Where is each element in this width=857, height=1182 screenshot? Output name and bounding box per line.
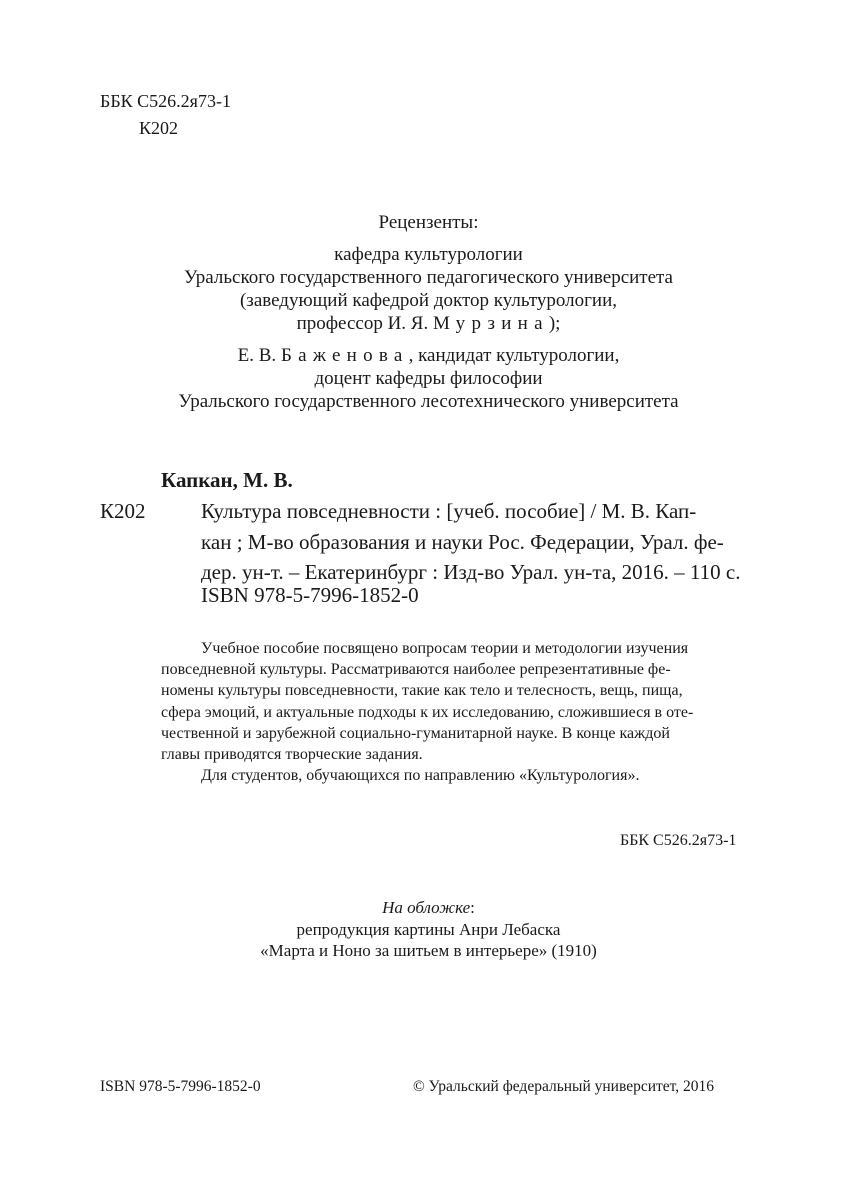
cover-label: На обложке — [382, 898, 471, 917]
abstract-line: Учебное пособие посвящено вопросам теории и методологии изучения — [201, 640, 689, 657]
reviewer1-line4 — [0, 312, 857, 335]
reviewer1-surname: Мурзина — [432, 313, 549, 334]
footer-isbn: ISBN 978-5-7996-1852-0 — [100, 1078, 261, 1095]
reviewer1-line2: Уральского государственного педагогического университета — [183, 267, 673, 288]
reviewer2-line2: доцент кафедры философии — [314, 368, 543, 389]
abstract-line: главы приводятся творческие задания. — [161, 746, 423, 764]
cover-label-line — [0, 897, 857, 919]
cover-line1: репродукция картины Анри Лебаска — [296, 919, 561, 939]
reviewer2-surname: Баженова — [280, 345, 409, 366]
cover-info — [0, 897, 857, 962]
bbk-code-bottom: ББК С526.2я73-1 — [620, 832, 737, 849]
cover-line2: «Марта и Ноно за шитьем в интерьере» (1910) — [260, 941, 597, 960]
cover-colon: : — [470, 898, 475, 917]
catalog-code: К202 — [100, 499, 146, 523]
catalog-isbn: ISBN 978-5-7996-1852-0 — [201, 583, 419, 607]
bib-line3: дер. ун-т. – Екатеринбург : Изд-во Урал. ун-та, 2016. – 110 с. — [201, 560, 741, 584]
reviewers-block — [0, 211, 857, 413]
audience-note: Для студентов, обучающихся по направлению «Культурология». — [201, 767, 640, 785]
bib-line2: кан ; М-во образования и науки Рос. Федерации, Урал. фе- — [201, 529, 724, 554]
reviewer2-initials: Е. В. — [237, 345, 281, 366]
reviewer1-line1: кафедра культурологии — [334, 244, 523, 265]
reviewers-title: Рецензенты: — [378, 212, 479, 233]
abstract-line: сфера эмоций, и актуальные подходы к их исследованию, сложившиеся в оте- — [161, 703, 694, 721]
reviewer1-line3: (заведующий кафедрой доктор культурологии, — [239, 290, 617, 311]
abstract-line: повседневной культуры. Рассматриваются наиболее репрезентативные фе- — [161, 661, 671, 679]
abstract — [161, 638, 693, 786]
bbk-header — [100, 88, 231, 142]
author-mark: К202 — [139, 118, 179, 138]
reviewer1-line4-suffix: ); — [548, 313, 561, 334]
reviewer2-line3: Уральского государственного лесотехнического университета — [178, 391, 679, 412]
reviewer1-title: профессор И. Я. — [296, 313, 433, 334]
reviewer2-line1-suffix: , кандидат культурологии, — [408, 345, 620, 366]
bib-line1: Культура повседневности : [учеб. пособие] / М. В. Кап- — [201, 499, 697, 523]
reviewer2-line1 — [0, 344, 857, 367]
bbk-code: ББК С526.2я73-1 — [100, 91, 231, 111]
bibliographic-description — [201, 496, 740, 588]
abstract-line: чественной и зарубежной социально-гуманитарной науке. В конце каждой — [161, 724, 670, 742]
abstract-line: номены культуры повседневности, такие как тело и телесность, вещь, пища, — [161, 682, 683, 700]
catalog-author: Капкан, М. В. — [161, 468, 293, 492]
copyright-notice: © Уральский федеральный университет, 2016 — [413, 1078, 715, 1095]
